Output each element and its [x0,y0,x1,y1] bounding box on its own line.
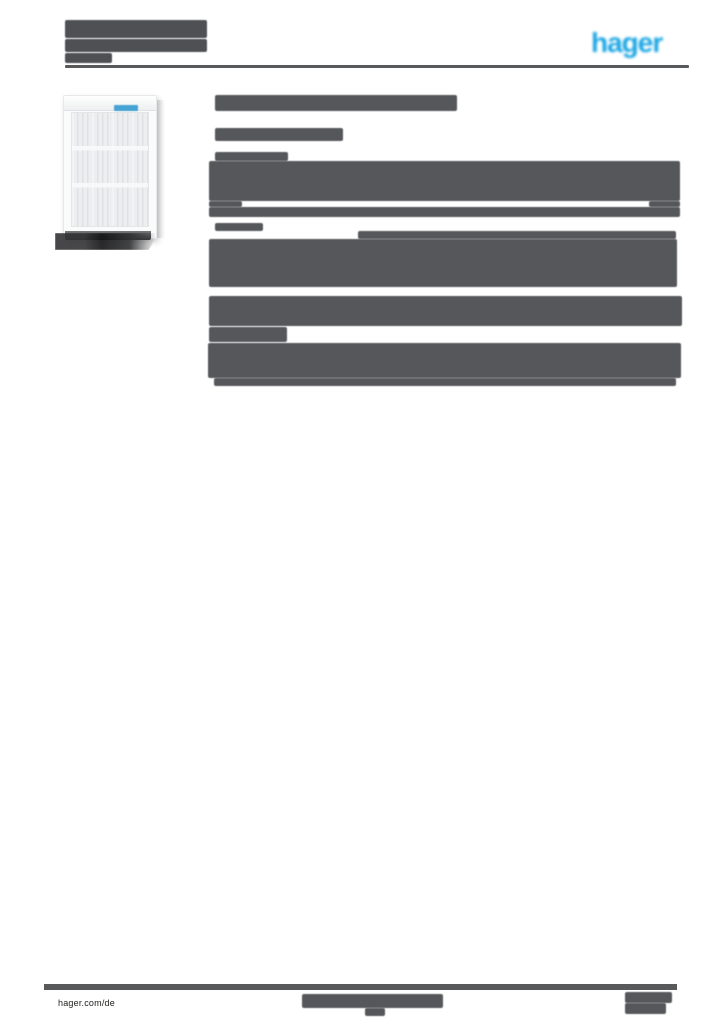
enclosure-blue-label [114,105,138,111]
product-title-redacted [215,95,457,111]
doc-title-line3-redacted [65,53,112,63]
footer-center-tail-redacted [365,1008,385,1016]
footer-center-text-redacted [302,994,443,1008]
paragraph-c-sublabel-redacted [209,327,287,342]
footer-website-link[interactable]: hager.com/de [58,998,115,1008]
paragraph-b-main-redacted [209,239,677,287]
photo-ground-shadow [55,233,159,250]
paragraph-c-main-redacted [209,296,682,326]
product-photo [55,90,167,256]
footer-right-line2-redacted [625,1003,666,1014]
footer-divider-rule [44,984,677,990]
doc-title-line1-redacted [65,20,207,38]
enclosure-louvre-front [71,112,149,227]
paragraph-b-firstline-redacted [358,231,676,239]
paragraph-a-main-redacted [209,161,680,201]
section2-label-redacted [215,223,263,231]
hager-logo: hager [591,27,663,58]
doc-title-line2-redacted [65,39,207,52]
paragraph-d-main-redacted [208,343,681,378]
header-divider-rule [65,65,689,68]
footer-link-box [55,991,168,1015]
footer-right-line1-redacted [625,992,672,1003]
paragraph-d-lastline-redacted [214,378,676,386]
product-subtitle-redacted [215,128,343,141]
section1-label-redacted [215,152,288,161]
enclosure-top-cap [64,96,156,111]
enclosure-image [63,95,157,239]
paragraph-a-lastline-redacted [209,207,680,217]
